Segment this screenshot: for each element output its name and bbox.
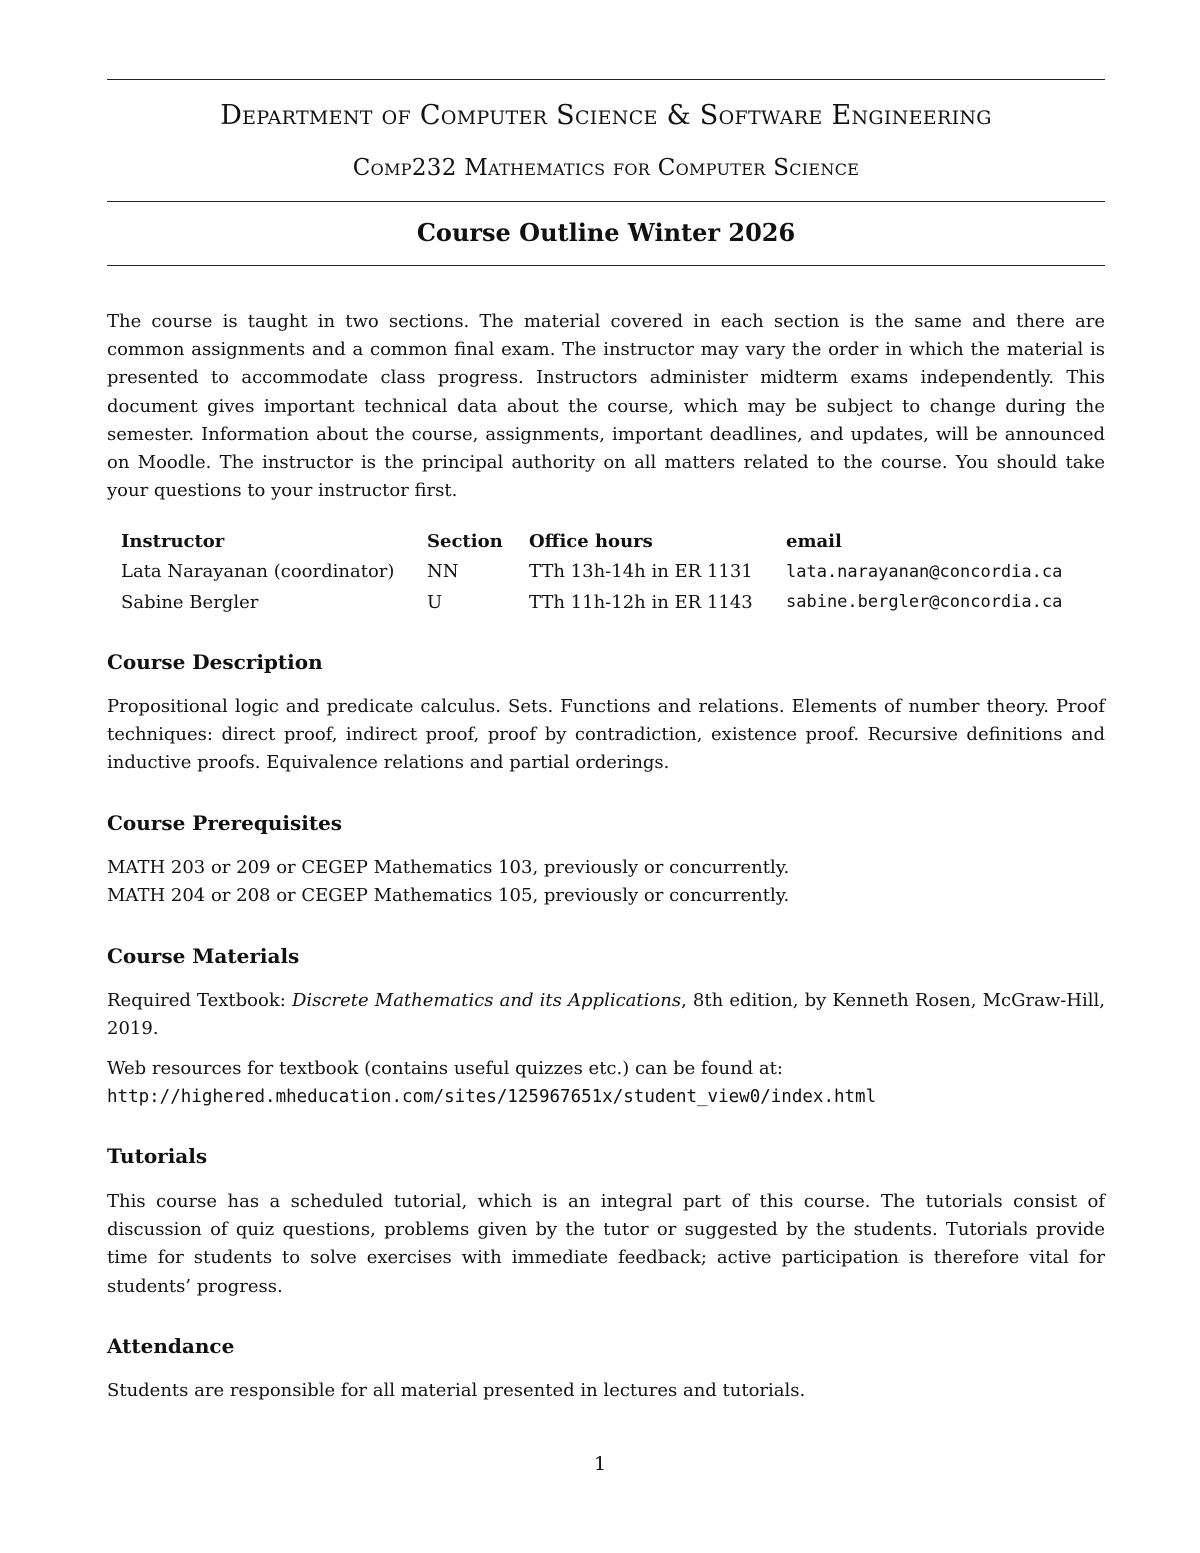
web-resources-paragraph [107,1055,1105,1111]
middle-rule [107,201,1105,202]
outline-title: Course Outline Winter 2026 [416,218,796,247]
prerequisite-line: MATH 203 or 209 or CEGEP Mathematics 103, previously or concurrently. [107,857,790,878]
prerequisites-list [107,854,1105,910]
textbook-url-link[interactable]: http://highered.mheducation.com/sites/125967651x/student_view0/index.html [107,1087,877,1108]
instructor-table [121,526,1106,618]
bottom-rule [107,265,1105,266]
textbook-prefix: Required Textbook: [107,990,292,1011]
section-code: U [427,591,443,613]
top-rule [107,79,1105,80]
textbook-title: Discrete Mathematics and its Applications [291,990,682,1011]
web-resources-text: Web resources for textbook (contains useful quizzes etc.) can be found at: [107,1058,783,1079]
office-hours: TTh 11h-12h in ER 1143 [529,591,753,613]
table-header: Instructor [121,530,225,552]
office-hours: TTh 13h-14h in ER 1131 [529,561,753,583]
department-heading: Department of Computer Science & Software Engineering [220,100,992,131]
course-description-heading: Course Description [107,650,323,674]
section-code: NN [427,561,459,583]
prerequisite-line: MATH 204 or 208 or CEGEP Mathematics 105, previously or concurrently. [107,885,790,907]
email-address: lata.narayanan@concordia.ca [786,561,1063,582]
tutorials-text: This course has a scheduled tutorial, which is an integral part of this course. The tutorials consist of discussion of quiz questions, problems given by the tutor or suggested by the students. Tutorials provide time for students to solve exercises with immediate feedback; active participation is therefore vital for students’ progress. [107,1191,1105,1297]
table-row [121,557,1106,588]
table-row [121,587,1106,618]
course-materials-heading: Course Materials [107,944,300,968]
tutorials-heading: Tutorials [107,1144,208,1168]
intro-paragraph: The course is taught in two sections. The material covered in each section is the same and there are common assignments and a common final exam. The instructor may vary the order in which the material is presented to accommodate class progress. Instructors administer midterm exams independently. This document gives important technical data about the course, which may be subject to change during the semester. Information about the course, assignments, important deadlines, and updates, will be announced on Moodle. The instructor is the principal authority on all matters related to the course. You should take your questions to your instructor first. [107,311,1105,502]
table-header: email [786,530,842,552]
course-title: Comp232 Mathematics for Computer Science [352,155,860,181]
page-number: 1 [593,1453,607,1475]
attendance-text: Students are responsible for all material presented in lectures and tutorials. [107,1380,806,1401]
table-header-row [121,526,1106,557]
email-address: sabine.bergler@concordia.ca [786,592,1063,613]
instructor-name: Sabine Bergler [121,591,259,613]
attendance-heading: Attendance [107,1334,235,1358]
course-description-text: Propositional logic and predicate calculus. Sets. Functions and relations. Elements of number theory. Proof techniques: direct proof, indirect proof, proof by contradiction, existence proof. Recursive definitions and inductive proofs. Equivalence relations and partial orderings. [107,696,1105,774]
instructor-name: Lata Narayanan (coordinator) [121,561,395,583]
course-prerequisites-heading: Course Prerequisites [107,811,343,835]
textbook-paragraph [107,987,1105,1043]
table-header: Section [427,530,503,552]
textbook-details: , 8th edition, by Kenneth Rosen, McGraw-Hill, 2019. [107,990,1105,1040]
table-header: Office hours [529,530,653,552]
